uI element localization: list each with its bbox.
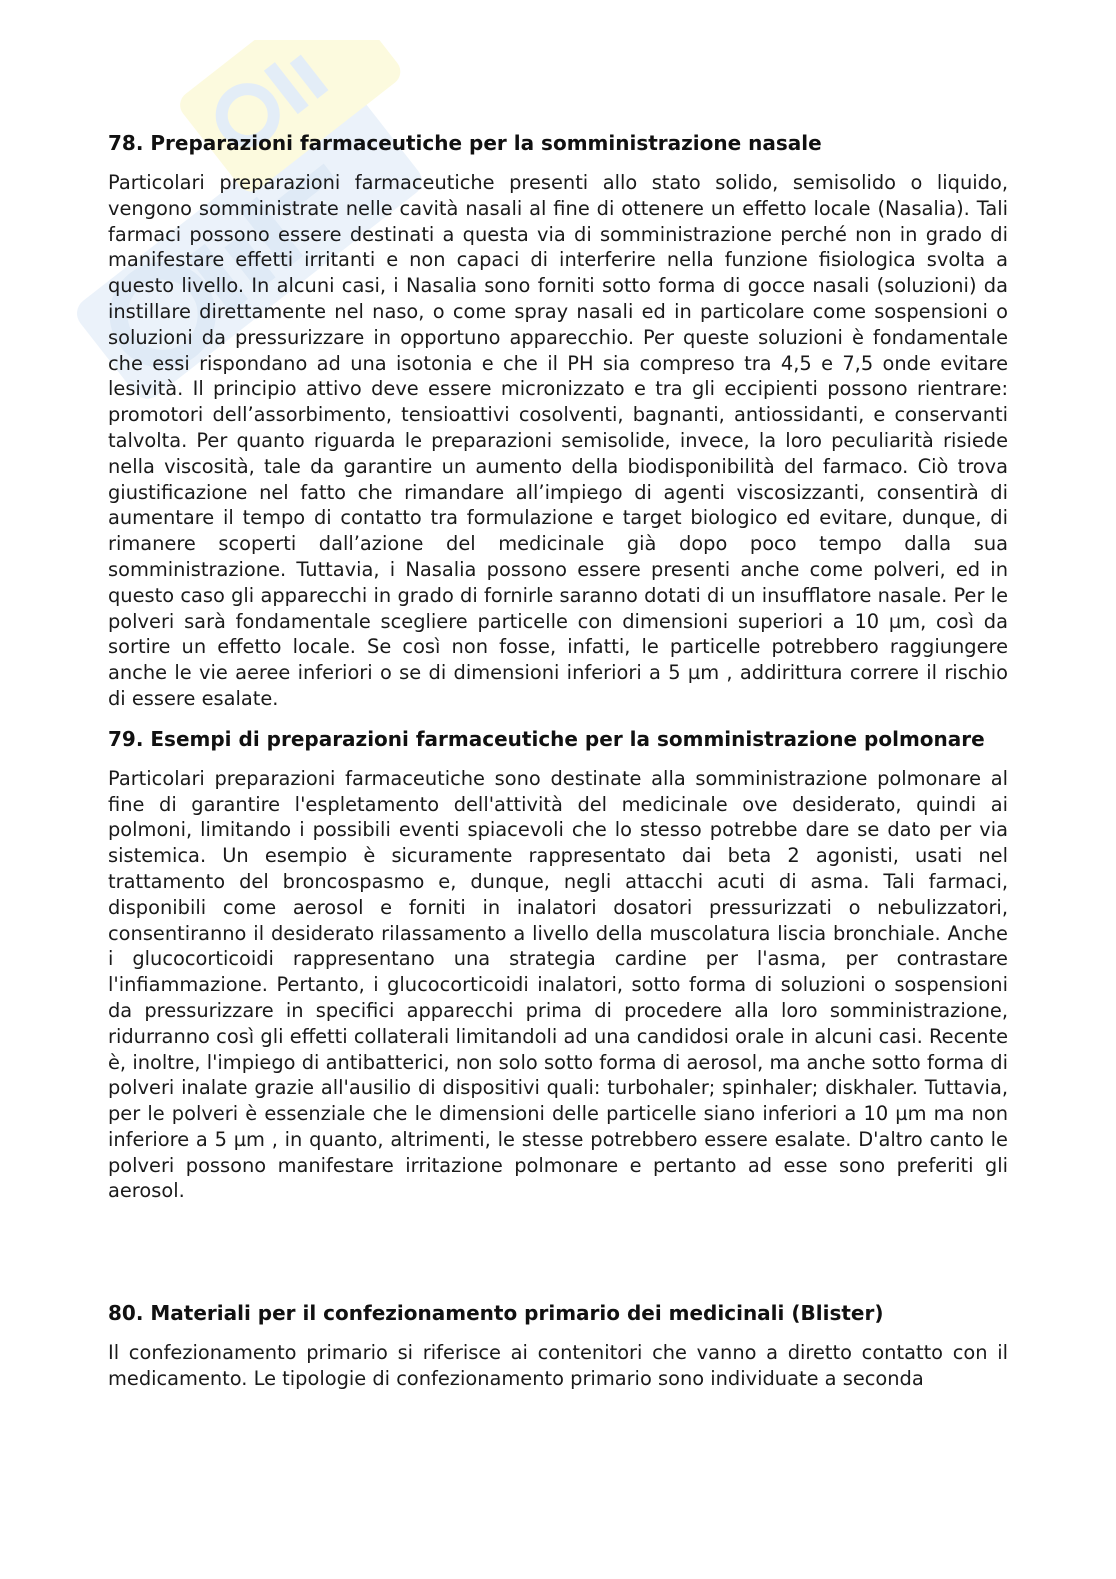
section-heading-79: 79. Esempi di preparazioni farmaceutiche per la somministrazione polmonare [108, 726, 985, 751]
section-spacer [108, 1218, 1008, 1300]
section-heading-80: 80. Materiali per il confezionamento primario dei medicinali (Blister) [108, 1301, 884, 1326]
section-heading-78: 78. Preparazioni farmaceutiche per la somministrazione nasale [108, 131, 822, 155]
section-body-79: Particolari preparazioni farmaceutiche sono destinate alla somministrazione polmonare al fine di garantire l'espletamento dell'attività del medicinale ove desiderato, quindi ai polmoni, limitando i possibili eventi spiacevoli che lo stesso potrebbe dare se dato per via sistemica. Un esempio è sicuramente rappresentato dai beta 2 agonisti, usati nel trattamento del broncospasmo e, dunque, negli attacchi acuti di asma. Tali farmaci, disponibili come aerosol e forniti in inalatori dosatori pressurizzati o nebulizzatori, consentiranno il desiderato rilassamento a livello della muscolatura liscia bronchiale. Anche i glucocorticoidi rappresentano una strategia cardine per l'asma, per contrastare l'infiammazione. Pertanto, i glucocorticoidi inalatori, sotto forma di soluzioni o sospensioni da pressurizzare in specifici apparecchi prima di procedere alla loro somministrazione, ridurranno così gli effetti collaterali limitandoli ad una candidosi orale in alcuni casi. Recente è, inoltre, l'impiego di antibatterici, non solo sotto forma di aerosol, ma anche sotto forma di polveri inalate grazie all'ausilio di dispositivi quali: turbohaler; spinhaler; diskhaler. Tuttavia, per le polveri è essenziale che le dimensioni delle particelle siano inferiori a 10 µm ma non inferiore a 5 µm , in quanto, altrimenti, le stesse potrebbero essere esalate. D'altro canto le polveri possono manifestare irritazione polmonare e pertanto ad esse sono preferiti gli aerosol. [108, 766, 1008, 1203]
section-body-78: Particolari preparazioni farmaceutiche presenti allo stato solido, semisolido o liquido, vengono somministrate nelle cavità nasali al fine di ottenere un effetto locale (Nasalia). Tali farmaci possono essere destinati a questa via di somministrazione perché non in grado di manifestare effetti irritanti e non capaci di interferire nella funzione fisiologica svolta a questo livello. In alcuni casi, i Nasalia sono forniti sotto forma di gocce nasali (soluzioni) da instillare direttamente nel naso, o come spray nasali ed in particolare come sospensioni o soluzioni da pressurizzare in opportuno apparecchio. Per queste soluzioni è fondamentale che essi rispondano ad una isotonia e che il PH sia compreso tra 4,5 e 7,5 onde evitare lesività. Il principio attivo deve essere micronizzato e tra gli eccipienti possono rientrare: promotori dell’assorbimento, tensioattivi cosolventi, bagnanti, antiossidanti, e conservanti talvolta. Per quanto riguarda le preparazioni semisolide, invece, la loro peculiarità risiede nella viscosità, tale da garantire un aumento della biodisponibilità del farmaco. Ciò trova giustificazione nel fatto che rimandare all’impiego di agenti viscosizzanti, consentirà di aumentare il tempo di contatto tra formulazione e target biologico ed evitare, dunque, di rimanere scoperti dall’azione del medicinale già dopo poco tempo dalla sua somministrazione. Tuttavia, i Nasalia possono essere presenti anche come polveri, ed in questo caso gli apparecchi in grado di fornirle saranno dotati di un insufflatore nasale. Per le polveri sarà fondamentale scegliere particelle con dimensioni superiori a 10 µm, così da sortire un effetto locale. Se così non fosse, infatti, le particelle potrebbero raggiungere anche le vie aeree inferiori o se di dimensioni inferiori a 5 µm , addirittura correre il rischio di essere esalate. [108, 171, 1008, 710]
section-body-80: Il confezionamento primario si riferisce ai contenitori che vanno a diretto contatto con il medicamento. Le tipologie di confezionamento primario sono individuate a seconda [108, 1341, 1008, 1391]
document-content [108, 130, 1008, 1406]
